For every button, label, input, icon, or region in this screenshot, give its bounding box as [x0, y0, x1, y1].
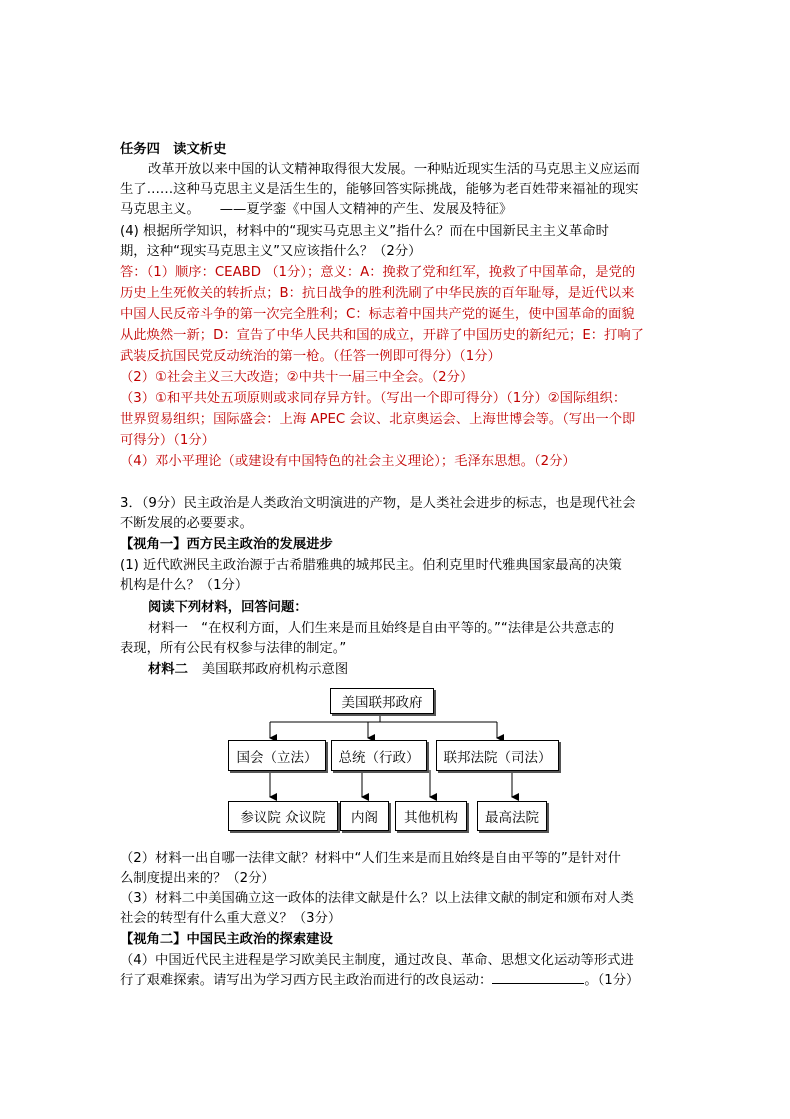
- answer-line-8: 世界贸易组织；国际盛会：上海 APEC 会议、北京奥运会、上海世博会等。（写出一个即: [120, 412, 636, 427]
- view1-title: 【视角一】西方民主政治的发展进步: [120, 537, 333, 552]
- q3-q4-line-2-text: 行了艰难探索。请写出为学习西方民主政治而进行的改良运动：: [120, 973, 493, 988]
- diagram-president-box: 总统（行政）: [331, 740, 427, 771]
- q3-q4-tail: 。（1分）: [584, 973, 640, 988]
- q3-q4-line-1: （4）中国近代民主进程是学习欧美民主制度，通过改良、革命、思想文化运动等形式进: [120, 953, 634, 968]
- answer-line-1: 答：（1）顺序：CEABD （1分）；意义：A：挽救了党和红军，挽救了中国革命，是党的: [120, 265, 636, 280]
- material1-line-2: 表现，所有公民有权参与法律的制定。”: [120, 641, 347, 656]
- diagram-cabinet-box: 内阁: [340, 801, 389, 831]
- answer-blank[interactable]: [492, 971, 584, 984]
- task4-material-line-3: 马克思主义。 ——夏学銮《中国人文精神的产生、发展及特征》: [120, 202, 513, 217]
- diagram-court-box: 联邦法院（司法）: [436, 740, 559, 771]
- task4-q4-line-2: 期，这种“现实马克思主义”又应该指什么？（2分）: [120, 244, 422, 259]
- material2-label: 材料二: [148, 662, 188, 677]
- q3-intro-line-1: 3．（9分）民主政治是人类政治文明演进的产物，是人类社会进步的标志，也是现代社会: [120, 496, 636, 511]
- diagram-senate-house-box: 参议院 众议院: [228, 801, 338, 831]
- answer-line-3: 中国人民反帝斗争的第一次完全胜利；C：标志着中国共产党的诞生，使中国革命的面貌: [120, 307, 635, 322]
- q3-q2-line-1: （2）材料一出自哪一法律文献？材料中“人们生来是而且始终是自由平等的”是针对什: [120, 851, 621, 866]
- answer-line-10: （4）邓小平理论（或建设有中国特色的社会主义理论）；毛泽东思想。（2分）: [120, 454, 576, 469]
- q3-intro-line-2: 不断发展的必要要求。: [120, 516, 253, 531]
- answer-line-6: （2）①社会主义三大改造；②中共十一届三中全会。（2分）: [120, 370, 474, 385]
- diagram-supreme-court-box: 最高法院: [477, 801, 547, 831]
- q3-q2-line-2: 么制度提出来的？（2分）: [120, 871, 275, 886]
- q3-q4-line-2: [120, 971, 639, 991]
- diagram-congress-box: 国会（立法）: [228, 740, 326, 771]
- q3-q1-line-1: (1) 近代欧洲民主政治源于古希腊雅典的城邦民主。伯利克里时代雅典国家最高的决策: [120, 558, 622, 573]
- q3-q3-line-1: （3）材料二中美国确立这一政体的法律文献是什么？以上法律文献的制定和颁布对人类: [120, 891, 634, 906]
- answer-line-7: （3）①和平共处五项原则或求同存异方针。（写出一个即可得分）（1分）②国际组织：: [120, 391, 627, 406]
- task4-title: 任务四 读文析史: [120, 142, 227, 157]
- task4-q4-line-1: (4) 根据所学知识，材料中的“现实马克思主义”指什么？而在中国新民主主义革命时: [120, 224, 609, 239]
- answer-line-9: 可得分）（1分）: [120, 433, 215, 448]
- task4-material-line-2: 生了……这种马克思主义是活生生的，能够回答实际挑战，能够为老百姓带来福祉的现实: [120, 182, 639, 197]
- view2-title: 【视角二】中国民主政治的探索建设: [120, 932, 333, 947]
- material1-line-1: 材料一 “在权利方面，人们生来是而且始终是自由平等的。”“法律是公共意志的: [148, 621, 615, 636]
- diagram-other-agencies-box: 其他机构: [395, 801, 467, 831]
- answer-line-4: 从此焕然一新；D：宣告了中华人民共和国的成立，开辟了中国历史的新纪元；E：打响了: [120, 328, 644, 343]
- q3-q1-line-2: 机构是什么？（1分）: [120, 578, 249, 593]
- answer-line-2: 历史上生死攸关的转折点；B：抗日战争的胜利洗刷了中华民族的百年耻辱，是近代以来: [120, 286, 635, 301]
- answer-line-5: 武装反抗国民党反动统治的第一枪。（任答一例即可得分）（1分）: [120, 349, 501, 364]
- material2-caption: 美国联邦政府机构示意图: [201, 662, 349, 677]
- task4-material-line-1: 改革开放以来中国的认文精神取得很大发展。一种贴近现实生活的马克思主义应运而: [148, 162, 640, 177]
- q3-q3-line-2: 社会的转型有什么重大意义？（3分）: [120, 911, 342, 926]
- read-prompt: 阅读下列材料，回答问题：: [148, 600, 308, 615]
- diagram-root-box: 美国联邦政府: [330, 688, 434, 714]
